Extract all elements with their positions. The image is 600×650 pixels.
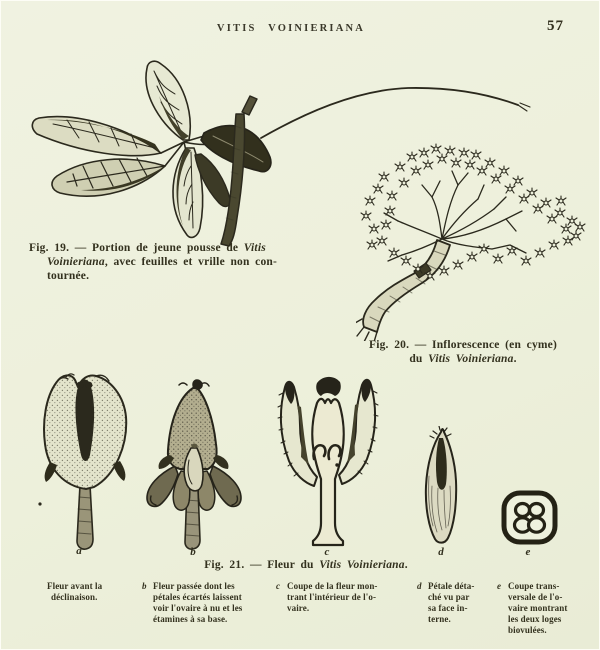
fig19-caption-line2: Voinieriana, avec feuilles et vrille non con- [47,255,278,268]
fig21-description-b: b Fleur passée dont les pétales écartés laissent voir l'ovaire à nu et les étamines à sa base. [142,581,243,624]
fig21-label-b: b [190,546,196,558]
fig21-description-a: Fleur avant la déclinaison. [47,581,103,602]
fig20-caption-line1: Fig. 20. — Inflorescence (en cyme) [368,339,558,351]
flower-b-illustration [141,376,246,551]
fig19-caption [29,242,329,283]
flower-d-illustration [417,426,467,551]
fig21-label-d: d [438,546,444,558]
flower-a-illustration [36,369,136,554]
fig21-label-c: c [324,546,330,558]
fig21-caption: Fig. 21. — Fleur du Vitis Voinieriana. [204,559,408,571]
fig19-caption-line3: tournée. [47,269,90,282]
fig21-description-e: e Coupe trans- versale de l'o- vaire montrant les deux loges biovulées. [497,581,568,635]
fig21-description-c: c Coupe de la fleur mon- trant l'intérieur de l'o- vaire. [276,581,378,613]
fig20-caption-line2: du Vitis Voinieriana. [409,352,517,365]
fig21-label-a: a [76,545,82,557]
fig20-caption [334,339,592,367]
floret-cluster [361,144,585,280]
page-number: 57 [547,18,564,34]
flower-e-illustration [495,484,565,554]
fig21-description-d: d Pétale déta- ché vu par sa face in- terne. [417,581,475,624]
flower-c-illustration [273,373,383,551]
fig20-illustration [356,141,591,341]
fig19-caption-line1: Fig. 19. — Portion de jeune pousse de Vitis [29,242,266,254]
fig21-label-e: e [525,546,531,558]
running-title: VITIS VOINIERIANA [216,23,366,34]
